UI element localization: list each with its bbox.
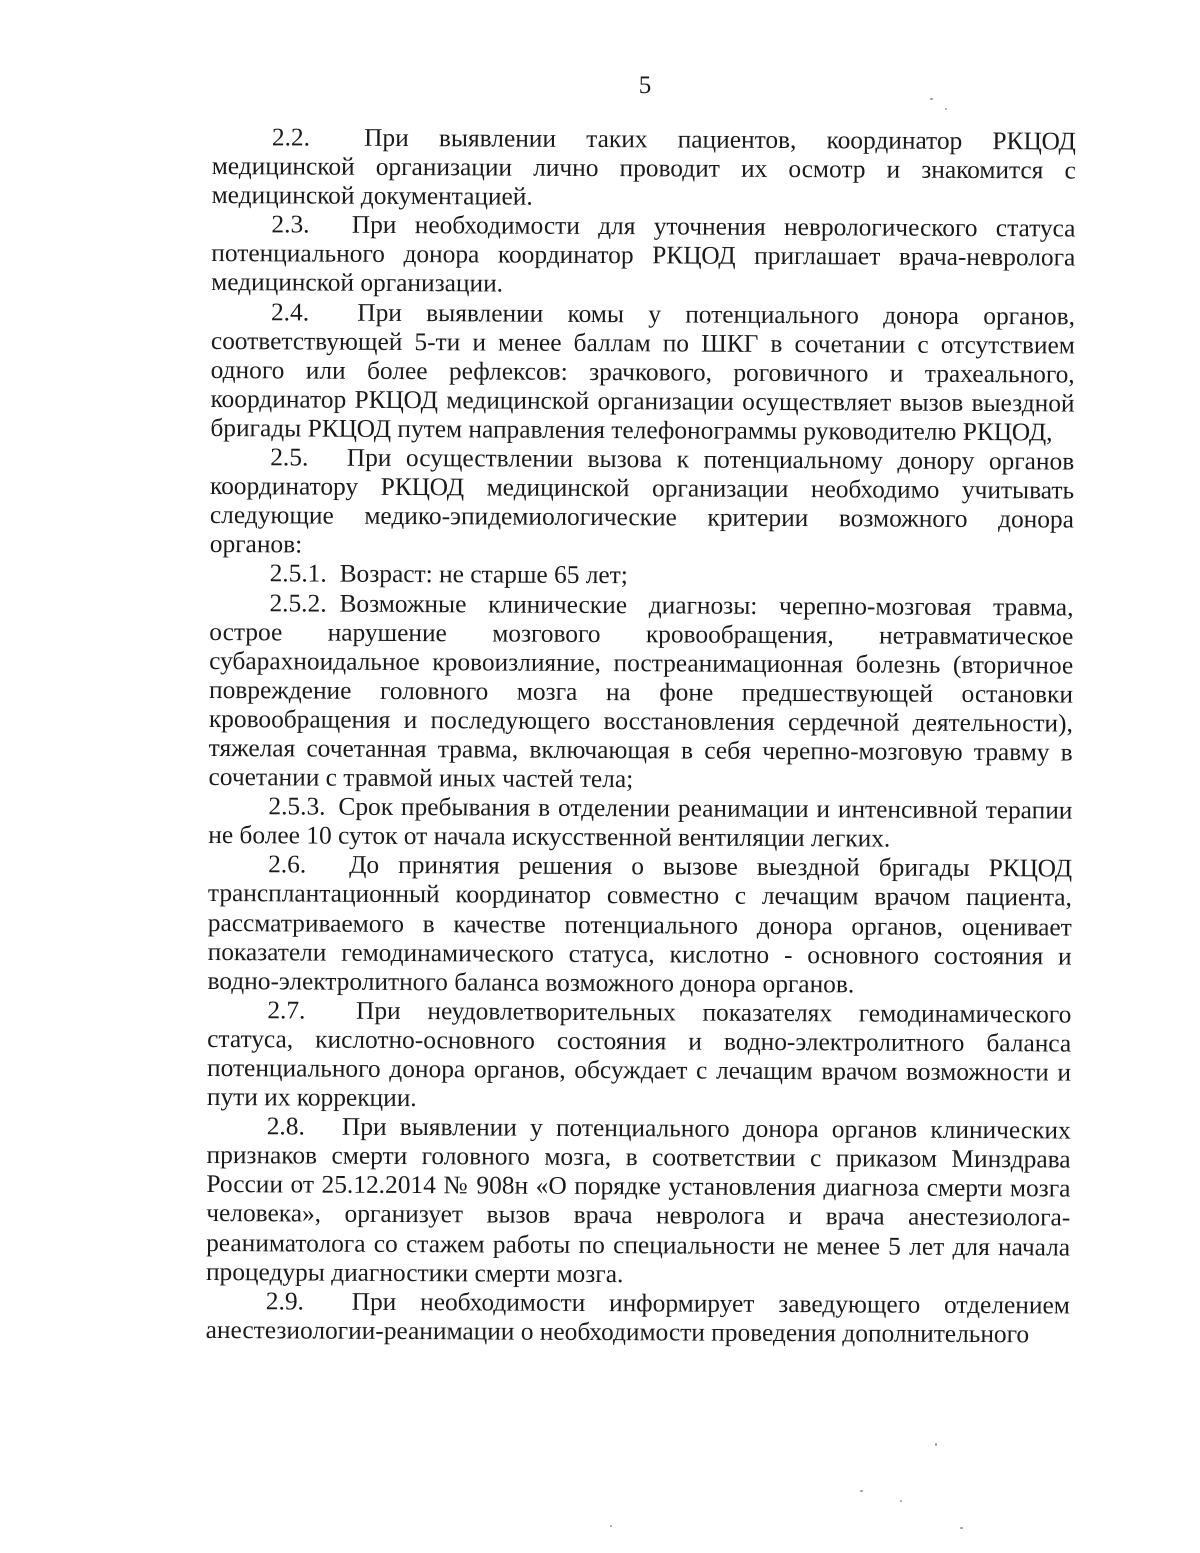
paragraph-text: При осуществлении вызова к потенциальному донору органов координатору РКЦОД медицинской организации необходимо учитывать следующие медико-эпидемиологические критерии возможного донора органов: [209, 443, 1075, 559]
paragraph-text: При необходимости для уточнения неврологического статуса потенциального донора координатор РКЦОД приглашает врача-невролога медицинской организации. [211, 211, 1076, 298]
paragraph-number: 2.4. [270, 297, 310, 327]
scan-speck [900, 1500, 902, 1502]
scan-speck [930, 98, 933, 100]
paragraph-number: 2.5.1. [269, 559, 327, 589]
paragraph-text: Срок пребывания в отделении реанимации и интенсивной терапии не более 10 суток от начала искусственной вентиляции легких. [208, 792, 1073, 853]
paragraph-2-5-1 [210, 559, 1074, 593]
paragraph-number: 2.3. [271, 210, 310, 239]
paragraph-text: При неудовлетворительных показателях гемодинамического статуса, кислотно-основного состояния и водно-электролитного баланса потенциального донора органов, обсуждает с лечащим врачом возможности и пути их коррекции. [206, 996, 1072, 1113]
scan-speck [860, 1490, 863, 1492]
paragraph-number: 2.9. [265, 1287, 304, 1316]
paragraph-2-6 [207, 850, 1072, 1000]
paragraph-number: 2.5.2. [269, 588, 327, 618]
paragraph-text: При выявлении таких пациентов, координатор РКЦОД медицинской организации лично проводит их осмотр и знакомится с медицинской документацией. [211, 123, 1076, 211]
scan-speck [610, 1525, 612, 1527]
paragraph-2-2 [212, 123, 1076, 215]
paragraph-2-5 [210, 443, 1075, 564]
paragraph-number: 2.5. [270, 443, 309, 472]
paragraph-number: 2.8. [266, 1112, 305, 1141]
paragraph-number: 2.5.3. [268, 792, 326, 821]
paragraph-number: 2.7. [267, 996, 306, 1025]
paragraph-2-5-2 [208, 588, 1073, 796]
paragraph-2-9 [206, 1287, 1070, 1350]
scan-speck [960, 1527, 963, 1529]
paragraph-number: 2.6. [268, 850, 307, 879]
paragraph-text: Возраст: не старше 65 лет; [339, 560, 628, 590]
paragraph-2-8 [206, 1112, 1071, 1291]
paragraph-text: При необходимости информирует заведующего отделением анестезиологии-реанимации о необходимости проведения дополнительного [205, 1287, 1070, 1349]
paragraph-2-7 [207, 996, 1072, 1117]
paragraph-text: До принятия решения о вызове выездной бригады РКЦОД трансплантационный координатор совместно с лечащим врачом пациента, рассматриваемого в качестве потенциального донора органов, оценивает показатели гемодинамического статуса, кислотно - основного состояния и водно-электролитного баланса возможного донора органов. [207, 851, 1073, 999]
paragraph-2-3 [211, 210, 1075, 302]
paragraph-2-5-3 [208, 792, 1072, 855]
paragraph-number: 2.2. [271, 123, 311, 152]
paragraph-2-4 [210, 298, 1075, 448]
scan-speck [935, 1443, 937, 1446]
scan-speck [945, 108, 947, 110]
page-number: 5 [638, 72, 652, 99]
paragraph-text: Возможные клинические диагнозы: черепно-мозговая травма, острое нарушение мозгового кровообращения, нетравматическое субарахноидальное кровоизлияние, постреанимационная болезнь (вторичное повреждение головного мозга на фоне предшествующей остановки кровообращения и последующего восстановления сердечной деятельности), тяжелая сочетанная травма, включающая в себя черепно-мозговую травму в сочетании с травмой иных частей тела; [208, 589, 1074, 794]
paragraph-text: При выявлении комы у потенциального донора органов, соответствующей 5-ти и менее баллам по ШКГ в сочетании с отсутствием одного или более рефлексов: зрачкового, роговичного и трахеального, координатор РКЦОД медицинской организации осуществляет вызов выездной бригады РКЦОД путем направления телефонограммы руководителю РКЦОД, [210, 298, 1076, 447]
paragraph-text: При выявлении у потенциального донора органов клинических признаков смерти головного мозга, в соответствии с приказом Минздрава России от 25.12.2014 № 908н «О порядке установления диагноза смерти мозга человека», организует вызов врача невролога и врача анестезиолога-реаниматолога со стажем работы по специальности не менее 5 лет для начала процедуры диагностики смерти мозга. [205, 1112, 1071, 1288]
document-body [206, 123, 1076, 1349]
